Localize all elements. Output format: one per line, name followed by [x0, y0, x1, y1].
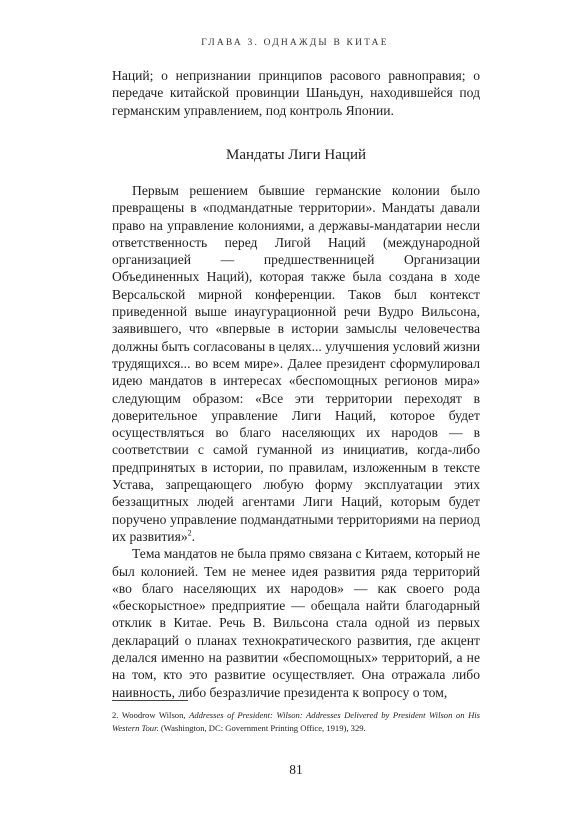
paragraph-2: [112, 545, 480, 701]
paragraph-continued: [112, 67, 480, 119]
paragraph-2-text: Тема мандатов не была прямо связана с Китаем, который не был колонией. Тем не менее идея развития ряда территорий «во благо населяющих их народов» — как своего рода «бескорыстное» предприятие — обещала найти благодарный отклик в Китае. Речь В. Вильсона стала одной из первых деклараций о планах технократического развития, где акцент делался именно на развитии «беспомощных» территорий, а не на том, кто это развитие осуществляет. Она отражала либо наивность, либо безразличие президента к вопросу о том,: [112, 546, 480, 700]
footnote-author: Woodrow Wilson,: [121, 710, 186, 720]
footnote-title: Addresses of President: Wilson: Addresses Delivered by President Wilson on His Western Tour.: [112, 710, 481, 734]
page-number: 81: [289, 762, 303, 777]
paragraph-1: Первым решением бывшие германские колонии было превращены в «подмандатные территории». Мандаты давали право на управление колониями, а державы-мандатарии несли ответственность перед Лигой Наций (международной организацией — предшественницей Организации Объединенных Наций), которая также была создана в ходе Версальской мирной конференции. Таков был контекст приведенной выше инаугурационной речи Вудро Вильсона, заявившего, что «впервые в истории замыслы человечества должны быть согласованы в целях... улучшения условий жизни трудящихся... во всем мире». Далее президент сформулировал идею мандатов в интересах «беспомощных регионов мира» следующим образом: «Все эти территории переходят в доверительное управление Лиги Наций, которое будет осуществляться во благо населяющих их народов — в соответствии с самой гуманной из инициатив, когда-либо предпринятых в истории, по правилам, изложенным в тексте Устава, запрещающего любую форму эксплуатации этих беззащитных людей агентами Лиги Наций, которым будет поручено управление подмандатными территориями на период их развития»$^2$.: [112, 183, 480, 544]
footnote-rule: [112, 700, 188, 701]
footnote-imprint: (Washington, DC: Government Printing Office, 1919), 329.: [160, 723, 366, 734]
main-text: [112, 182, 480, 701]
footnote-reference[interactable]: 2: [187, 528, 192, 538]
paragraph-continued-text: Наций; о непризнании принципов расового равноправия; о передаче китайской провинции Шаньдун, находившейся под германским управлением, под контроль Японии.: [112, 68, 480, 118]
footnote: [112, 709, 480, 735]
footnote-number: 2.: [112, 710, 119, 720]
running-head: ГЛАВА 3. ОДНАЖДЫ В КИТАЕ: [201, 38, 389, 48]
section-heading: Мандаты Лиги Наций: [225, 147, 366, 163]
paragraph-1-text: Первым решением бывшие германские колонии было превращены в «подмандатные территории». Мандаты давали право на управление колониями, а державы-мандатарии несли ответственность перед Лигой Наций (международной организацией — предшественницей Организации Объединенных Наций), которая также была создана в ходе Версальской мирной конференции. Таков был контекст приведенной выше инаугурационной речи Вудро Вильсона, заявившего, что «впервые в истории замыслы человечества должны быть согласованы в целях... улучшения условий жизни трудящихся... во всем мире». Далее президент сформулировал идею мандатов в интересах «беспомощных регионов мира» следующим образом: «Все эти территории переходят в доверительное управление Лиги Наций, которое будет осуществляться во благо населяющих их народов — в соответствии с самой гуманной из инициатив, когда-либо предпринятых в истории, по правилам, изложенным в тексте Устава, запрещающего любую форму эксплуатации этих беззащитных людей агентами Лиги Наций, которым будет поручено управление подмандатными территориями на период их развития»: [112, 183, 480, 544]
